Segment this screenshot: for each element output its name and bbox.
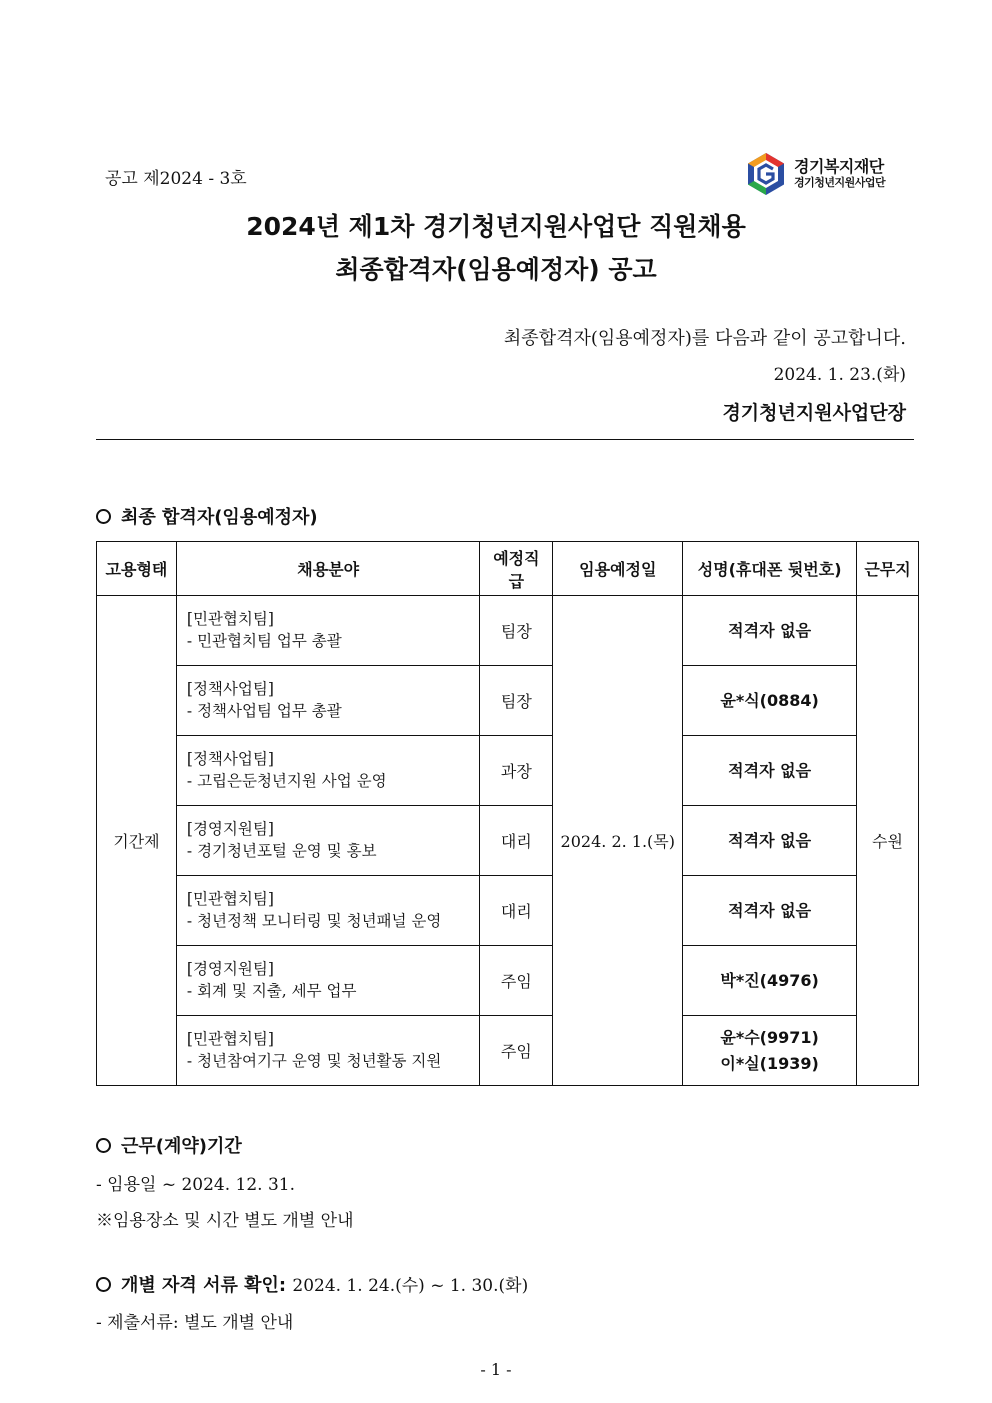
intro-text: 최종합격자(임용예정자)를 다음과 같이 공고합니다.: [503, 328, 906, 349]
employment-type-cell: 기간제: [97, 596, 177, 1086]
table-row: [97, 736, 919, 806]
name-cell: 적격자 없음: [683, 876, 857, 946]
column-header: 고용형태: [97, 542, 177, 596]
rank-cell: 대리: [480, 876, 553, 946]
name-cell: 윤*수(9971) 이*실(1939): [683, 1016, 857, 1086]
field-cell: [정책사업팀] - 고립은둔청년지원 사업 운영: [176, 736, 480, 806]
name-cell: 윤*식(0884): [683, 666, 857, 736]
name-cell: 박*진(4976): [683, 946, 857, 1016]
column-header: 임용예정일: [553, 542, 683, 596]
section-heading-document-check: 개별 자격 서류 확인: 2024. 1. 24.(수) ~ 1. 30.(화): [96, 1271, 528, 1297]
circle-bullet-icon: [96, 1277, 111, 1292]
rank-cell: 주임: [480, 1016, 553, 1086]
notice-number: 공고 제2024 - 3호: [105, 169, 247, 189]
rank-cell: 팀장: [480, 596, 553, 666]
rank-cell: 대리: [480, 806, 553, 876]
field-cell: [경영지원팀] - 경기청년포털 운영 및 홍보: [176, 806, 480, 876]
table-row: [97, 596, 919, 666]
table-row: [97, 946, 919, 1016]
table-row: [97, 666, 919, 736]
table-row: [97, 806, 919, 876]
contract-note: ※임용장소 및 시간 별도 개별 안내: [96, 1211, 354, 1231]
page-title-line2: 최종합격자(임용예정자) 공고: [335, 255, 657, 284]
circle-bullet-icon: [96, 509, 111, 524]
page-number: - 1 -: [480, 1360, 512, 1379]
contract-period-text: - 임용일 ~ 2024. 12. 31.: [96, 1175, 296, 1195]
column-header: 성명(휴대폰 뒷번호): [683, 542, 857, 596]
finalists-table: [96, 541, 919, 1086]
circle-bullet-icon: [96, 1138, 111, 1153]
section-heading-finalists: 최종 합격자(임용예정자): [96, 503, 318, 529]
field-cell: [민관협치팀] - 청년참여기구 운영 및 청년활동 지원: [176, 1016, 480, 1086]
document-check-period: 2024. 1. 24.(수) ~ 1. 30.(화): [292, 1276, 529, 1296]
table-row: [97, 876, 919, 946]
rank-cell: 팀장: [480, 666, 553, 736]
documents-note: - 제출서류: 별도 개별 안내: [96, 1313, 294, 1333]
logo-subtitle: 경기청년지원사업단: [794, 175, 886, 189]
issuer-name: 경기청년지원사업단장: [722, 402, 906, 424]
table-row: [97, 1016, 919, 1086]
name-cell: 적격자 없음: [683, 596, 857, 666]
field-cell: [정책사업팀] - 정책사업팀 업무 총괄: [176, 666, 480, 736]
name-cell: 적격자 없음: [683, 736, 857, 806]
start-date-cell: 2024. 2. 1.(목): [553, 596, 683, 1086]
name-cell: 적격자 없음: [683, 806, 857, 876]
location-cell: 수원: [857, 596, 919, 1086]
column-header: 예정직급: [480, 542, 553, 596]
table-header-row: [97, 542, 919, 596]
section-heading-contract-period: 근무(계약)기간: [96, 1132, 242, 1158]
foundation-logo: [746, 152, 885, 196]
field-cell: [민관협치팀] - 청년정책 모니터링 및 청년패널 운영: [176, 876, 480, 946]
field-cell: [민관협치팀] - 민관협치팀 업무 총괄: [176, 596, 480, 666]
notice-date: 2024. 1. 23.(화): [773, 365, 906, 385]
divider: [96, 439, 914, 440]
column-header: 근무지: [857, 542, 919, 596]
page-title-line1: 2024년 제1차 경기청년지원사업단 직원채용: [246, 212, 746, 241]
rank-cell: 주임: [480, 946, 553, 1016]
column-header: 채용분야: [176, 542, 480, 596]
rank-cell: 과장: [480, 736, 553, 806]
logo-mark-icon: [746, 152, 786, 196]
field-cell: [경영지원팀] - 회계 및 지출, 세무 업무: [176, 946, 480, 1016]
logo-title: 경기복지재단: [794, 157, 884, 177]
